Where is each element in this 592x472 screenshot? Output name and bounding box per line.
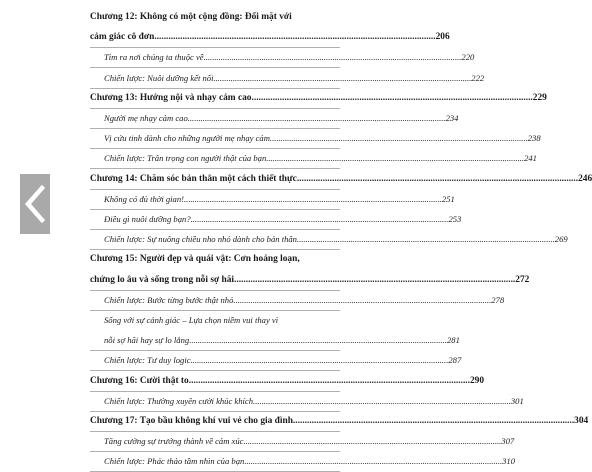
toc-page-number: 281 — [447, 335, 460, 346]
toc-page-number: 272 — [515, 274, 530, 285]
toc-entry-title: nỗi sợ hãi hay sự lo lắng — [104, 335, 190, 346]
toc-chapter-entry — [90, 8, 340, 28]
toc-leader-dots — [189, 335, 447, 345]
toc-section-entry — [90, 452, 516, 472]
toc-page-number: 278 — [491, 294, 505, 305]
toc-leader-dots — [191, 355, 449, 365]
toc-leader-dots — [213, 73, 471, 83]
previous-image-button[interactable] — [20, 174, 50, 234]
toc-section-entry — [90, 190, 455, 210]
toc-chapter-entry — [90, 89, 547, 109]
toc-entry-title: Chiến lược: Trân trọng con người thật của bạn — [104, 153, 267, 164]
toc-entry-title: Chiến lược: Nuôi dưỡng kết nối — [104, 72, 214, 83]
toc-leader-dots — [189, 376, 470, 386]
toc-section-entry — [90, 331, 460, 351]
toc-leader-dots — [188, 113, 446, 123]
toc-page-number: 310 — [502, 456, 516, 467]
toc-chapter-entry — [90, 170, 592, 190]
toc-entry-title: Sống với sự cảnh giác – Lựa chọn niềm vui thay vì — [104, 315, 279, 325]
toc-leader-dots — [266, 153, 524, 163]
toc-leader-dots — [234, 275, 515, 285]
toc-page-number: 287 — [448, 355, 462, 366]
toc-leader-dots — [191, 214, 449, 224]
toc-leader-dots — [297, 234, 555, 244]
toc-section-entry — [90, 69, 485, 89]
toc-page-number: 269 — [554, 234, 568, 245]
toc-entry-title: Chương 15: Người đẹp và quái vật: Cơn hoảng loạn, — [90, 254, 300, 265]
toc-entry-title: Người mẹ nhạy cảm cao — [104, 113, 188, 123]
toc-section-entry — [90, 149, 537, 169]
toc-leader-dots — [252, 93, 533, 103]
toc-entry-title: Tăng cường sự trưởng thành về cảm xúc — [104, 436, 244, 447]
toc-page-number: 290 — [469, 375, 485, 386]
toc-leader-dots — [243, 436, 501, 446]
toc-entry-title: Tìm ra nơi chúng ta thuộc về — [104, 52, 204, 63]
toc-entry-title: Chương 12: Không có một cộng đồng: Đối mặt với — [90, 12, 292, 22]
toc-page-number: 246 — [578, 173, 592, 184]
toc-entry-title: Không có đủ thời gian! — [104, 193, 185, 204]
toc-chapter-entry — [90, 271, 530, 291]
toc-leader-dots — [184, 194, 442, 204]
toc-page-number: 253 — [448, 214, 462, 224]
toc-section-entry — [90, 48, 475, 68]
toc-entry-title: Chương 13: Hướng nội và nhạy cảm cao — [90, 92, 252, 103]
toc-page-number: 222 — [471, 72, 485, 83]
toc-entry-title: chứng lo âu và sống trong nỗi sợ hãi — [90, 274, 235, 285]
toc-entry-title: Chiến lược: Phác thảo tầm nhìn của bạn — [104, 456, 245, 467]
toc-chapter-entry — [90, 412, 589, 432]
toc-entry-title: cảm giác cô đơn — [90, 32, 155, 43]
toc-page-number: 229 — [532, 92, 547, 103]
toc-chapter-entry — [90, 250, 340, 270]
toc-page-number: 241 — [524, 153, 537, 164]
toc-section-entry — [90, 351, 462, 371]
toc-page-number: 206 — [435, 32, 450, 43]
toc-leader-dots — [270, 133, 528, 143]
toc-page-number: 301 — [510, 395, 524, 406]
toc-chapter-entry — [90, 372, 485, 392]
toc-leader-dots — [233, 295, 491, 305]
toc-chapter-entry — [90, 28, 450, 48]
toc-section-entry — [90, 210, 462, 230]
toc-page-number: 304 — [574, 416, 589, 426]
toc-page-number: 251 — [441, 193, 455, 204]
toc-leader-dots — [244, 456, 502, 466]
toc-entry-title: Chiến lược: Bước từng bước thật nhỏ — [104, 294, 234, 305]
toc-entry-title: Chương 14: Chăm sóc bản thân một cách thiết thực — [90, 173, 297, 184]
toc-leader-dots — [253, 396, 511, 406]
chevron-left-icon — [24, 184, 46, 224]
toc-section-entry — [90, 230, 568, 250]
toc-entry-title: Chương 17: Tạo bầu không khí vui vẻ cho gia đình — [90, 416, 293, 426]
toc-section-entry — [90, 109, 459, 129]
toc-leader-dots — [204, 52, 462, 62]
toc-section-entry — [90, 432, 515, 452]
toc-section-entry — [90, 291, 505, 311]
toc-section-entry — [90, 129, 541, 149]
toc-leader-dots — [154, 32, 435, 42]
toc-page-number: 307 — [501, 436, 515, 447]
toc-page-number: 238 — [527, 133, 541, 144]
toc-page-number: 220 — [461, 52, 475, 63]
toc-entry-title: Chương 16: Cười thật to — [90, 375, 189, 386]
toc-section-entry — [90, 392, 524, 412]
toc-section-entry — [90, 311, 340, 331]
toc-page-number: 234 — [445, 113, 459, 123]
toc-entry-title: Chiến lược: Thường xuyên cười khúc khích — [104, 395, 254, 406]
toc-leader-dots — [293, 416, 574, 426]
toc-entry-title: Chiến lược: Sự nuông chiều nho nhỏ dành cho bản thân — [104, 234, 297, 245]
toc-entry-title: Chiến lược: Tư duy logic — [104, 355, 191, 366]
toc-leader-dots — [297, 174, 578, 184]
toc-entry-title: Vị cứu tinh dành cho những người mẹ nhạy cảm — [104, 133, 270, 144]
toc-entry-title: Điều gì nuôi dưỡng bạn? — [104, 214, 191, 224]
